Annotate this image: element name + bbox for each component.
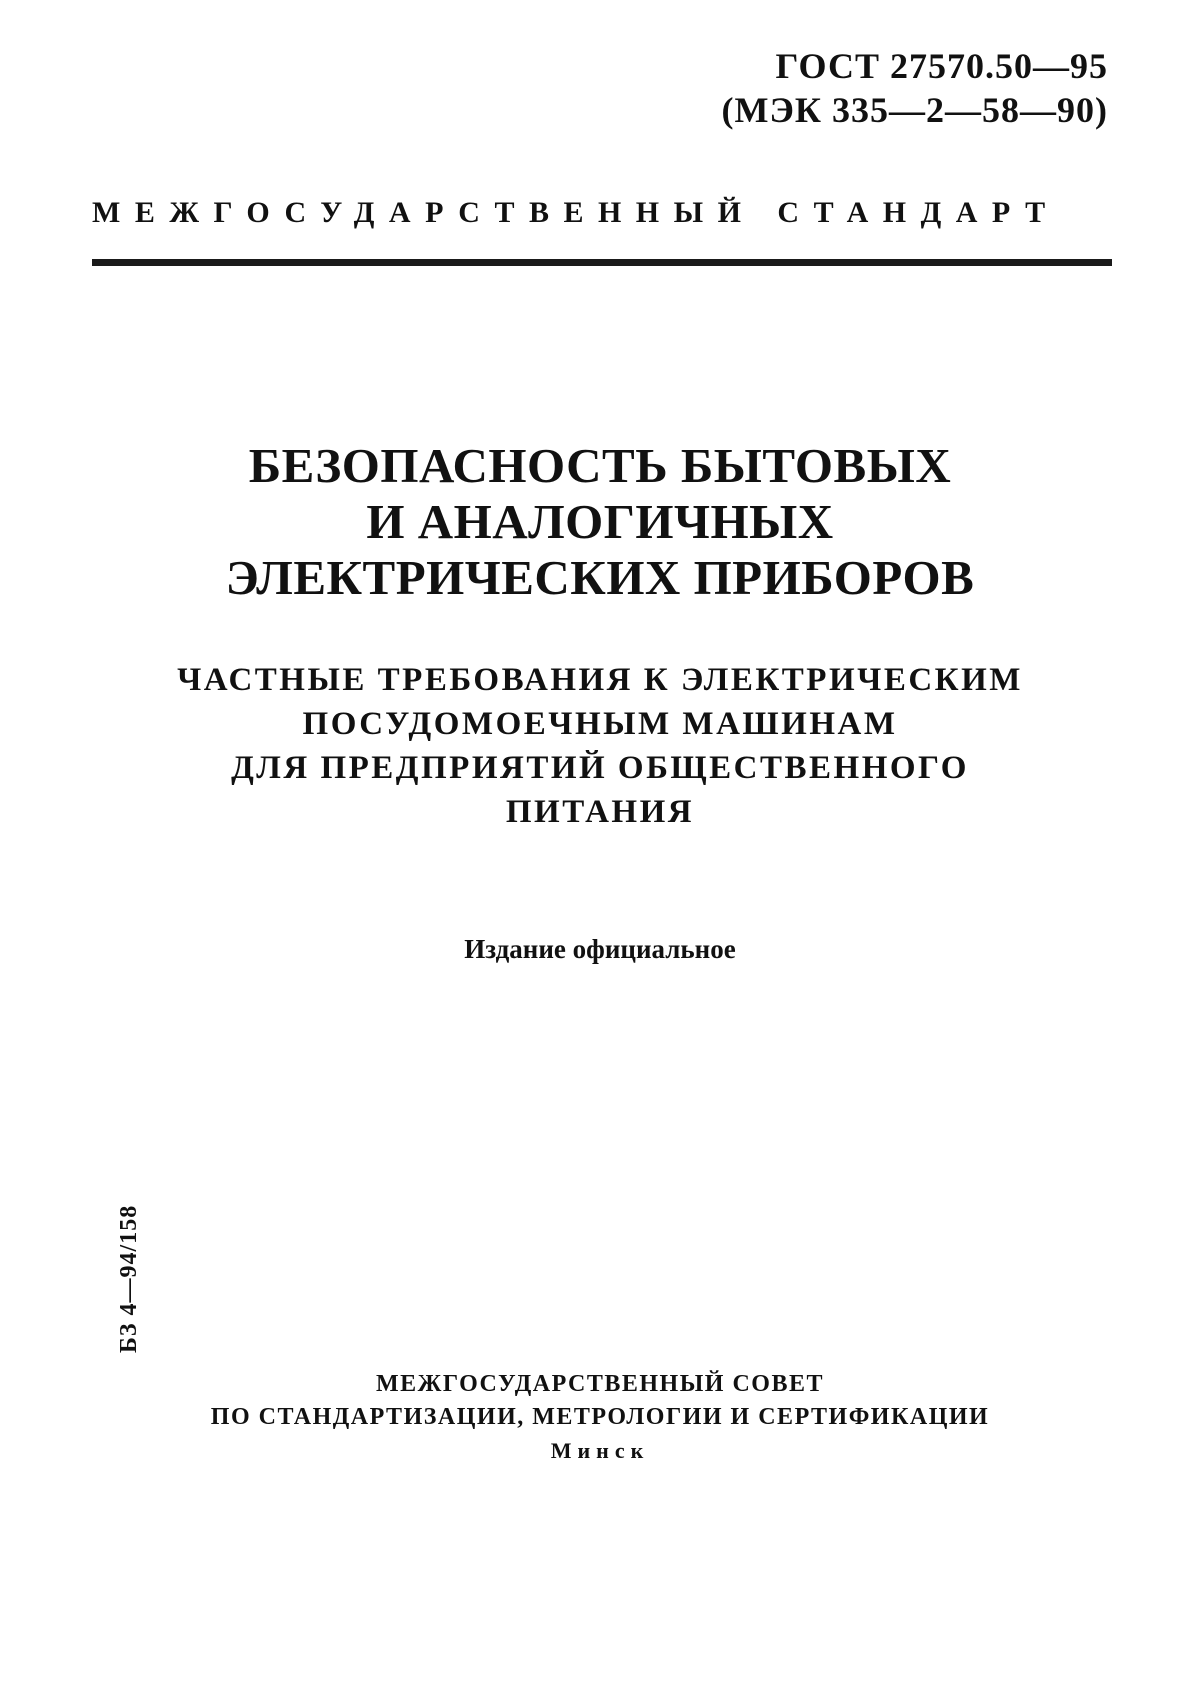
document-subtitle (0, 658, 1200, 834)
publisher-city: Минск (550, 1438, 650, 1463)
title-line-3: ЭЛЕКТРИЧЕСКИХ ПРИБОРОВ (225, 550, 975, 605)
subtitle-line-4: ПИТАНИЯ (505, 794, 695, 830)
document-title (0, 438, 1200, 606)
header-divider (92, 259, 1112, 266)
title-line-2: И АНАЛОГИЧНЫХ (366, 494, 834, 549)
iec-number: (МЭК 335—2—58—90) (721, 90, 1108, 130)
subtitle-line-1: ЧАСТНЫЕ ТРЕБОВАНИЯ К ЭЛЕКТРИЧЕСКИМ (177, 662, 1023, 698)
edition-label: Издание официальное (464, 934, 736, 964)
subtitle-line-3: ДЛЯ ПРЕДПРИЯТИЙ ОБЩЕСТВЕННОГО (231, 750, 969, 786)
publisher-line-1: МЕЖГОСУДАРСТВЕННЫЙ СОВЕТ (376, 1371, 824, 1397)
subtitle-line-2: ПОСУДОМОЕЧНЫМ МАШИНАМ (302, 706, 898, 742)
standard-number-block (722, 44, 1108, 132)
standard-type-heading: МЕЖГОСУДАРСТВЕННЫЙ СТАНДАРТ (92, 196, 1060, 229)
gost-number: ГОСТ 27570.50—95 (775, 46, 1108, 86)
title-line-1: БЕЗОПАСНОСТЬ БЫТОВЫХ (248, 438, 952, 493)
side-registration-code: БЗ 4—94/158 (116, 1204, 142, 1353)
publisher-line-2: ПО СТАНДАРТИЗАЦИИ, МЕТРОЛОГИИ И СЕРТИФИКАЦИИ (210, 1404, 990, 1430)
publisher-block (0, 1368, 1200, 1467)
